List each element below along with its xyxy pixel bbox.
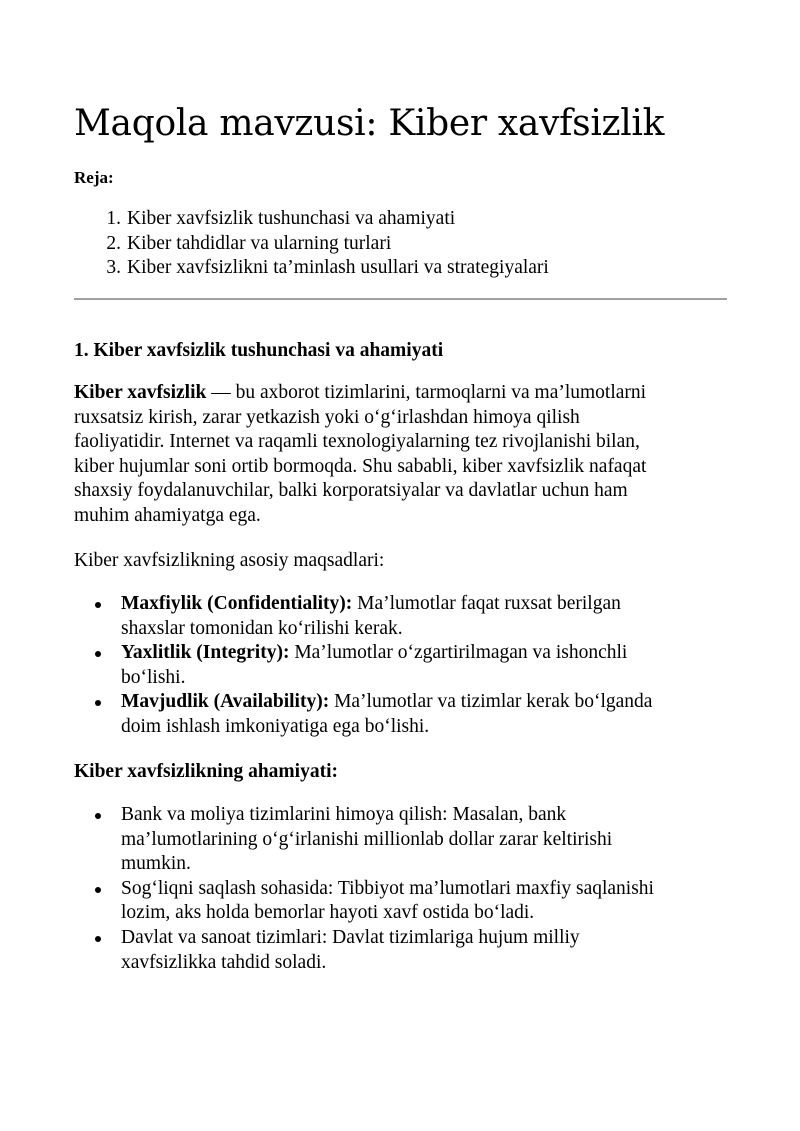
importance-text: Davlat va sanoat tizimlari: Davlat tizimlariga hujum milliy xyxy=(121,926,580,948)
bullet-icon xyxy=(95,813,101,819)
bullet-icon xyxy=(95,700,101,706)
plan-item-text: Kiber tahdidlar va ularning turlari xyxy=(127,232,392,254)
definition-text: muhim ahamiyatga ega. xyxy=(74,504,261,526)
plan-item xyxy=(74,207,549,232)
importance-text: mumkin. xyxy=(121,853,191,875)
goal-term: Maxfiylik (Confidentiality): xyxy=(121,593,353,614)
importance-text: Sog‘liqni saqlash sohasida: Tibbiyot ma’lumotlari maxfiy saqlanishi xyxy=(121,877,654,899)
section-heading: 1. Kiber xavfsizlik tushunchasi va ahamiyati xyxy=(74,340,444,361)
bullet-icon xyxy=(95,651,101,657)
list-item xyxy=(74,803,724,877)
definition-text: ruxsatsiz kirish, zarar yetkazish yoki o‘g‘irlashdan himoya qilish xyxy=(74,406,580,428)
plan-item-number: 3. xyxy=(106,257,121,278)
plan-item-text: Kiber xavfsizlik tushunchasi va ahamiyati xyxy=(127,208,456,229)
goal-text: Ma’lumotlar va tizimlar kerak bo‘lganda xyxy=(329,691,653,713)
list-item xyxy=(74,690,724,739)
importance-text: Bank va moliya tizimlarini himoya qilish: Masalan, bank xyxy=(121,804,567,825)
plan-label: Reja: xyxy=(74,168,114,187)
definition-text: kiber hujumlar soni ortib bormoqda. Shu sababli, kiber xavfsizlik nafaqat xyxy=(74,455,647,477)
list-item xyxy=(74,926,724,975)
list-item xyxy=(74,641,724,690)
plan-item xyxy=(74,256,549,281)
definition-text: shaxsiy foydalanuvchilar, balki korporatsiyalar va davlatlar uchun ham xyxy=(74,480,628,502)
importance-text: lozim, aks holda bemorlar hayoti xavf ostida bo‘ladi. xyxy=(121,902,535,924)
goals-intro: Kiber xavfsizlikning asosiy maqsadlari: xyxy=(74,550,385,571)
goal-term: Yaxlitlik (Integrity): xyxy=(121,642,290,664)
goal-term: Mavjudlik (Availability): xyxy=(121,691,330,713)
bullet-icon xyxy=(95,887,101,893)
importance-text: xavfsizlikka tahdid soladi. xyxy=(121,951,327,973)
article-title: Maqola mavzusi: Kiber xavfsizlik xyxy=(74,103,665,144)
bullet-icon xyxy=(95,602,101,608)
bullet-icon xyxy=(95,936,101,942)
importance-heading: Kiber xavfsizlikning ahamiyati: xyxy=(74,761,338,782)
definition-text: — bu axborot tizimlarini, tarmoqlarni va ma’lumotlarni xyxy=(206,382,647,403)
goals-list xyxy=(74,592,724,740)
plan-item-number: 2. xyxy=(106,232,121,254)
definition-paragraph xyxy=(74,381,724,529)
plan-item-text: Kiber xavfsizlikni ta’minlash usullari va strategiyalari xyxy=(127,257,549,278)
plan-item xyxy=(74,232,549,257)
goal-text: Ma’lumotlar faqat ruxsat berilgan xyxy=(352,593,621,614)
plan-item-number: 1. xyxy=(106,208,121,229)
plan-list xyxy=(74,207,549,281)
importance-text: ma’lumotlarining o‘g‘irlanishi millionlab dollar zarar keltirishi xyxy=(121,828,613,850)
definition-text: faoliyatidir. Internet va raqamli texnologiyalarning tez rivojlanishi bilan, xyxy=(74,431,640,453)
list-item xyxy=(74,592,724,641)
goal-text: Ma’lumotlar o‘zgartirilmagan va ishonchli xyxy=(289,642,628,664)
list-item xyxy=(74,877,724,926)
importance-list xyxy=(74,803,724,975)
goal-text: bo‘lishi. xyxy=(121,666,186,688)
definition-term: Kiber xavfsizlik xyxy=(74,382,207,403)
horizontal-divider xyxy=(74,298,727,300)
goal-text: doim ishlash imkoniyatiga ega bo‘lishi. xyxy=(121,715,430,737)
goal-text: shaxslar tomonidan ko‘rilishi kerak. xyxy=(121,617,403,639)
